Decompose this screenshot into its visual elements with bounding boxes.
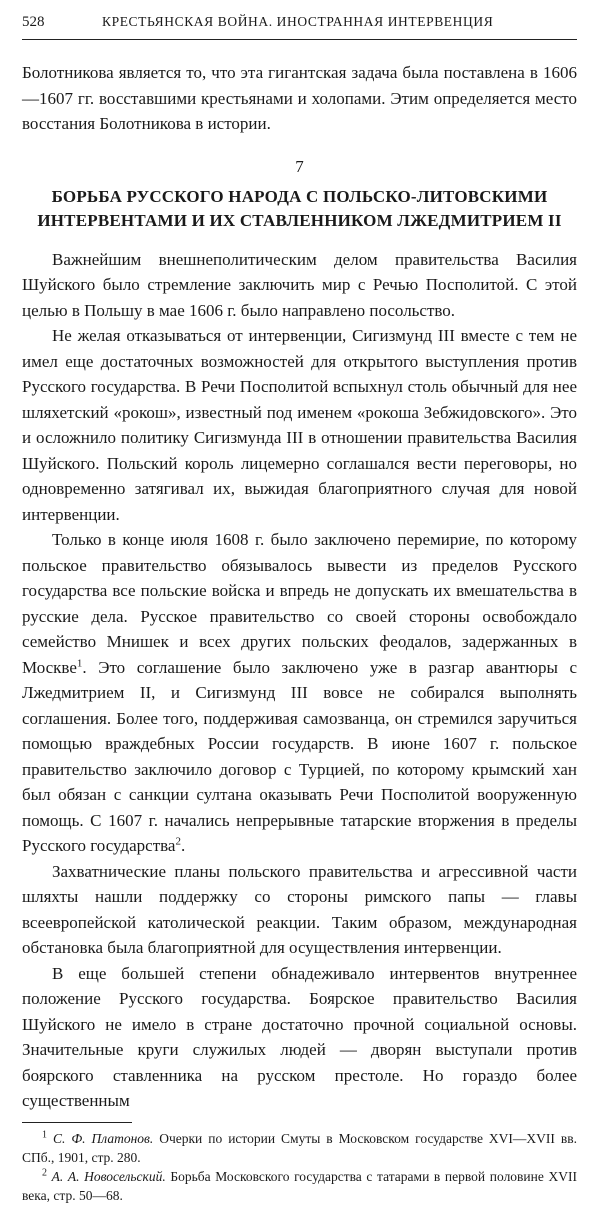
paragraph-5: В еще большей степени обнадеживало интервентов внутреннее положение Русского государства. Боярское правительство Василия Шуйского не имело в стране достаточно прочной социальной основы. Значительные круги служилых людей — дворян выступали против боярского ставленника на русском престоле. Но гораздо более существенным [22, 963, 577, 1110]
section-number: 7 [295, 156, 304, 176]
paragraph-4: Захватнические планы польского правительства и агрессивной части шляхты нашли поддержку со стороны римского папы — главы всеевропейской католической реакции. Таким образом, международная обстановка была благоприятной для осуществления интервенции. [22, 861, 577, 957]
book-page [22, 14, 577, 1205]
footnote-2 [22, 1167, 577, 1205]
footnote-2-author: А. А. Новосельский. [51, 1168, 166, 1184]
lead-paragraph: Болотникова является то, что эта гигантская задача была поставлена в 1606—1607 гг. восставшими крестьянами и холопами. Этим определяется место восстания Болотникова в истории. [22, 63, 577, 133]
footnote-1 [22, 1129, 577, 1167]
footnote-ref-2: 2 [175, 835, 181, 848]
header-rule [22, 39, 577, 40]
paragraph-2: Не желая отказываться от интервенции, Сигизмунд III вместе с тем не имел еще достаточных возможностей для открытого выступления против Русского государства. В Речи Посполитой вспыхнул столь обычный для нее шляхетский «рокош», известный под именем «рокоша Зебжидовского». Это и осложнило политику Сигизмунда III в отношении правительства Василия Шуйского. Польский король лицемерно соглашался вести переговоры, но одновременно затягивал их, выжидая благоприятного случая для новой интервенции. [22, 326, 577, 524]
footnote-1-author: С. Ф. Платонов. [52, 1130, 154, 1146]
footnote-ref-1: 1 [76, 656, 83, 669]
footnote-1-text: Очерки по истории Смуты в Московском государстве XVI—XVII вв. СПб., 1901, стр. 280. [22, 1130, 577, 1165]
section-title-line-2: ИНТЕРВЕНТАМИ И ИХ СТАВЛЕННИКОМ ЛЖЕДМИТРИЕМ II [37, 210, 562, 230]
section-title-line-1: БОРЬБА РУССКОГО НАРОДА С ПОЛЬСКО-ЛИТОВСКИМИ [51, 186, 548, 206]
running-head [22, 14, 577, 36]
paragraph-3-text-a: Только в конце июля 1608 г. было заключено перемирие, по которому польское правительство обязывалось вывести из пределов Русского государства все польские войска и впредь не допускать их вмешательства в русские дела. Русское правительство со своей стороны освобождало семейство Мнишек и всех других польских феодалов, задержанных в Москве [22, 530, 577, 677]
paragraph-1: Важнейшим внешнеполитическим делом правительства Василия Шуйского было стремление заключить мир с Речью Посполитой. С этой целью в Польшу в мае 1606 г. было направлено посольство. [22, 249, 577, 320]
paragraph-3-end: . [180, 836, 186, 855]
paragraph-3-text-b: . Это соглашение было заключено уже в разгар авантюры с Лжедмитрием II, и Сигизмунд III вовсе не собирался выполнять соглашения. Более того, поддерживая самозванца, он стремился заручиться помощью враждебных России государств. В июне 1607 г. польское правительство заключило договор с Турцией, по которому крымский хан был обязан с санкции султана оказывать Речи Посполитой вооруженную помощь. С 1607 г. начались непрерывные татарские вторжения в пределы Русского государства [22, 657, 577, 855]
footnote-rule [22, 1122, 132, 1123]
body-text [22, 60, 577, 1114]
footnote-1-mark: 1 [42, 1129, 47, 1140]
footnote-2-mark: 2 [42, 1167, 47, 1178]
paragraph-3 [22, 527, 577, 859]
section-title [22, 185, 577, 233]
footnotes [22, 1129, 577, 1205]
footnote-2-text: Борьба Московского государства с татарами в первой половине XVII века, стр. 50—68. [22, 1168, 577, 1203]
page-number: 528 [22, 14, 45, 30]
running-title: КРЕСТЬЯНСКАЯ ВОЙНА. ИНОСТРАННАЯ ИНТЕРВЕНЦИЯ [102, 14, 494, 29]
